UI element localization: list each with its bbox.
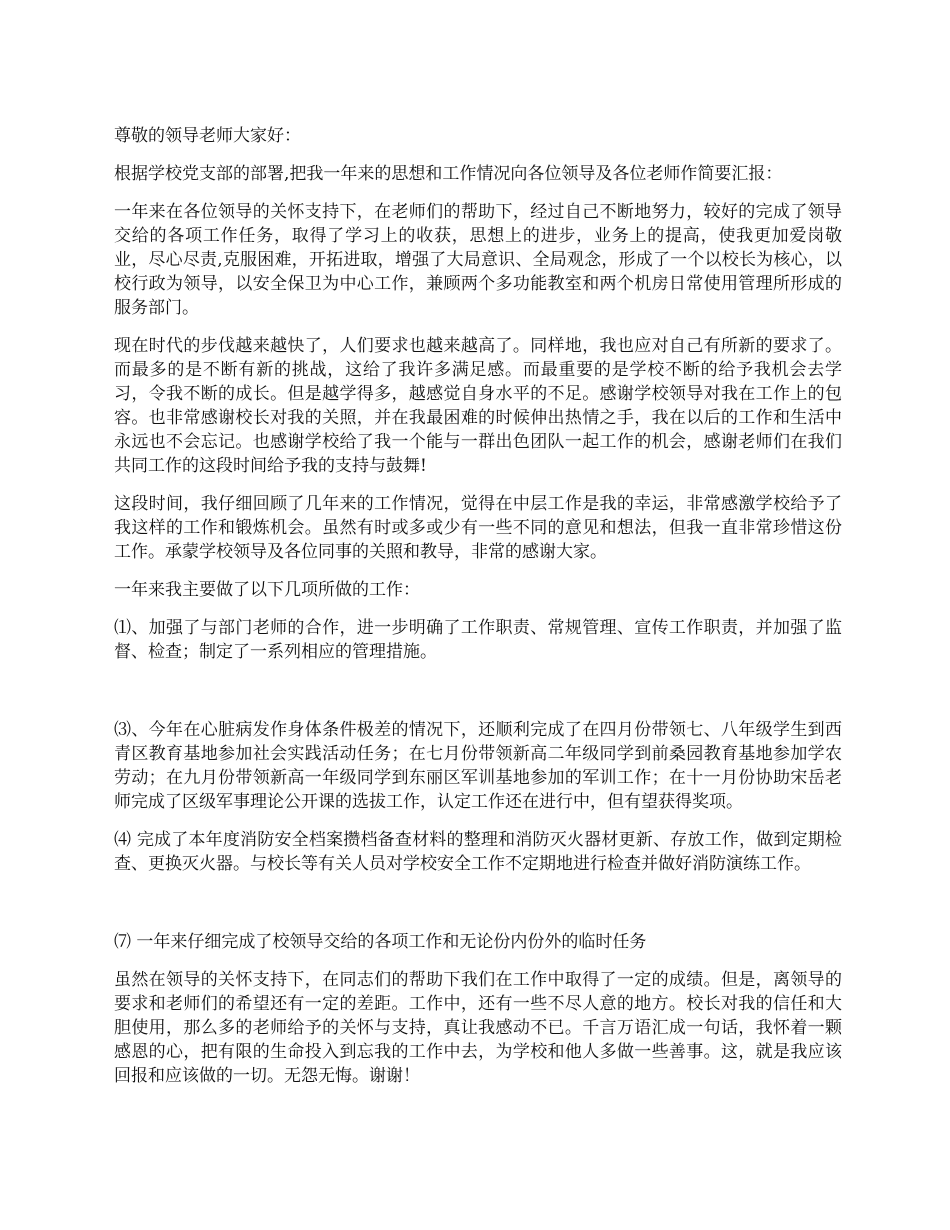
blank-gap — [114, 890, 842, 930]
paragraph-1: 一年来在各位领导的关怀支持下，在老师们的帮助下，经过自己不断地努力，较好的完成了领导交给的各项工作任务，取得了学习上的收获，思想上的进步，业务上的提高，使我更加爱岗敬业，尽心尽责,克服困难，开拓进取，增强了大局意识、全局观念，形成了一个以校长为核心，以校行政为领导，以安全保卫为中心工作，兼顾两个多功能教室和两个机房日常使用管理所形成的服务部门。 — [114, 202, 842, 318]
list-item-1: ⑴、加强了与部门老师的合作，进一步明确了工作职责、常规管理、宣传工作职责，并加强了监督、检查；制定了一系列相应的管理措施。 — [114, 618, 842, 662]
greeting: 尊敬的领导老师大家好： — [114, 126, 301, 146]
list-item-7: ⑺ 一年来仔细完成了校领导交给的各项工作和无论份内份外的临时任务 — [114, 932, 647, 952]
document-body — [114, 124, 842, 1102]
list-item-3: ⑶、今年在心脏病发作身体条件极差的情况下，还顺利完成了在四月份带领七、八年级学生到西青区教育基地参加社会实践活动任务；在七月份带领新高二年级同学到前桑园教育基地参加学农劳动；在九月份带领新高一年级同学到东丽区军训基地参加的军训工作；在十一月份协助宋岳老师完成了区级军事理论公开课的选拔工作，认定工作还在进行中，但有望获得奖项。 — [114, 720, 842, 812]
paragraph-4: 一年来我主要做了以下几项所做的工作： — [114, 580, 420, 600]
closing-paragraph: 虽然在领导的关怀支持下，在同志们的帮助下我们在工作中取得了一定的成绩。但是，离领导的要求和老师们的希望还有一定的差距。工作中，还有一些不尽人意的地方。校长对我的信任和大胆使用，那么多的老师给予的关怀与支持，真让我感动不已。千言万语汇成一句话，我怀着一颗感恩的心，把有限的生命投入到忘我的工作中去，为学校和他人多做一些善事。这，就是我应该回报和应该做的一切。无怨无悔。谢谢！ — [114, 970, 842, 1086]
paragraph-3: 这段时间，我仔细回顾了几年来的工作情况，觉得在中层工作是我的幸运，非常感激学校给予了我这样的工作和锻炼机会。虽然有时或多或少有一些不同的意见和想法，但我一直非常珍惜这份工作。承蒙学校领导及各位同事的关照和教导，非常的感谢大家。 — [114, 494, 842, 562]
blank-gap — [114, 678, 842, 718]
list-item-4: ⑷ 完成了本年度消防安全档案攒档备查材料的整理和消防灭火器材更新、存放工作，做到定期检查、更换灭火器。与校长等有关人员对学校安全工作不定期地进行检查并做好消防演练工作。 — [114, 830, 842, 874]
intro-paragraph: 根据学校党支部的部署,把我一年来的思想和工作情况向各位领导及各位老师作简要汇报： — [114, 164, 783, 184]
paragraph-2: 现在时代的步伐越来越快了，人们要求也越来越高了。同样地，我也应对自己有所新的要求了。而最多的是不断有新的挑战，这给了我许多满足感。而最重要的是学校不断的给予我机会去学习，令我不断的成长。但是越学得多，越感觉自身水平的不足。感谢学校领导对我在工作上的包容。也非常感谢校长对我的关照，并在我最困难的时候伸出热情之手，我在以后的工作和生活中永远也不会忘记。也感谢学校给了我一个能与一群出色团队一起工作的机会，感谢老师们在我们共同工作的这段时间给予我的支持与鼓舞! — [114, 336, 842, 476]
